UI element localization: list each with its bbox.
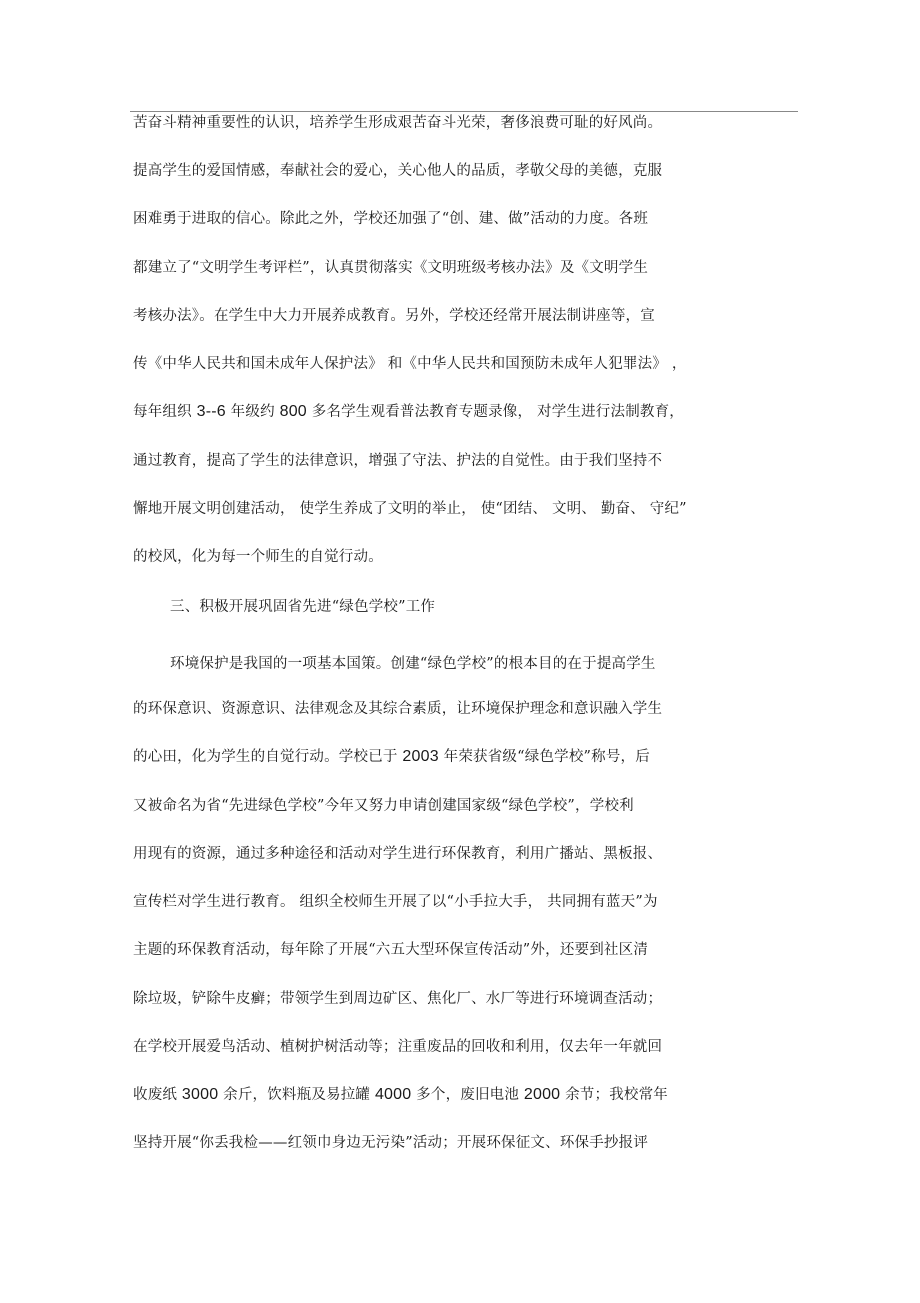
paragraph-line [133,747,650,767]
paragraph-line: 懈地开展文明创建活动， 使学生养成了文明的举止， 使“团结、 文明、 勤奋、 守纪” [133,501,687,517]
line-text: 的心田，化为学生的自觉行动。学校已于 [133,749,403,765]
paragraph-line: 在学校开展爱鸟活动、植树护树活动等；注重废品的回收和利用，仅去年一年就回 [133,1039,663,1055]
section-heading: 三、积极开展巩固省先进“绿色学校”工作 [170,599,436,615]
paragraph-line: 困难勇于进取的信心。除此之外，学校还加强了“创、建、做”活动的力度。各班 [133,211,649,227]
line-text: 收废纸 [133,1087,182,1103]
paper-amount: 3000 [181,1086,219,1103]
line-text: 年荣获省级“绿色学校”称号，后 [438,749,650,765]
header-rule [130,111,798,112]
battery-amount: 2000 [523,1086,561,1103]
paragraph-line: 的校风，化为每一个师生的自觉行动。 [133,549,383,565]
award-year: 2003 [402,748,439,765]
paragraph-line: 又被命名为省“先进绿色学校”今年又努力申请创建国家级“绿色学校”，学校利 [133,798,634,814]
paragraph-line: 都建立了“文明学生考评栏”，认真贯彻落实《文明班级考核办法》及《文明学生 [133,260,649,276]
paragraph-line: 宣传栏对学生进行教育。 组织全校师生开展了以“小手拉大手， 共同拥有蓝天”为 [133,894,658,910]
paragraph-line [133,402,684,422]
paragraph-line: 坚持开展“你丢我检——红领巾身边无污染”活动；开展环保征文、环保手抄报评 [133,1135,649,1151]
paragraph-line: 用现有的资源，通过多种途径和活动对学生进行环保教育，利用广播站、黑板报、 [133,846,663,862]
line-text: 多个，废旧电池 [411,1087,524,1103]
bottle-amount: 4000 [374,1086,412,1103]
paragraph-line [133,1085,668,1105]
student-count: 800 [279,403,307,420]
paragraph-line: 除垃圾，铲除牛皮癣；带领学生到周边矿区、焦化厂、水厂等进行环境调查活动； [133,991,663,1007]
grade-range: 3--6 [196,403,226,420]
paragraph-line: 苦奋斗精神重要性的认识，培养学生形成艰苦奋斗光荣，奢侈浪费可耻的好风尚。 [133,115,663,131]
line-text: 余节；我校常年 [560,1087,669,1103]
line-text: 年级约 [225,404,280,420]
paragraph-line: 提高学生的爱国情感，奉献社会的爱心，关心他人的品质，孝敬父母的美德，克服 [133,163,663,179]
line-text: 多名学生观看普法教育专题录像， 对学生进行法制教育， [306,404,685,420]
paragraph-line: 传《中华人民共和国未成年人保护法》 和《中华人民共和国预防未成年人犯罪法》 ， [133,356,687,372]
paragraph-line: 考核办法》。在学生中大力开展养成教育。另外，学校还经常开展法制讲座等，宣 [133,308,655,324]
line-text: 每年组织 [133,404,197,420]
paragraph-line: 通过教育，提高了学生的法律意识，增强了守法、护法的自觉性。由于我们坚持不 [133,453,663,469]
line-text: 余斤，饮料瓶及易拉罐 [218,1087,375,1103]
paragraph-line: 环境保护是我国的一项基本国策。创建“绿色学校”的根本目的在于提高学生 [170,656,656,672]
paragraph-line: 的环保意识、资源意识、法律观念及其综合素质，让环境保护理念和意识融入学生 [133,701,663,717]
paragraph-line: 主题的环保教育活动，每年除了开展“六五大型环保宣传活动”外，还要到社区清 [133,942,649,958]
